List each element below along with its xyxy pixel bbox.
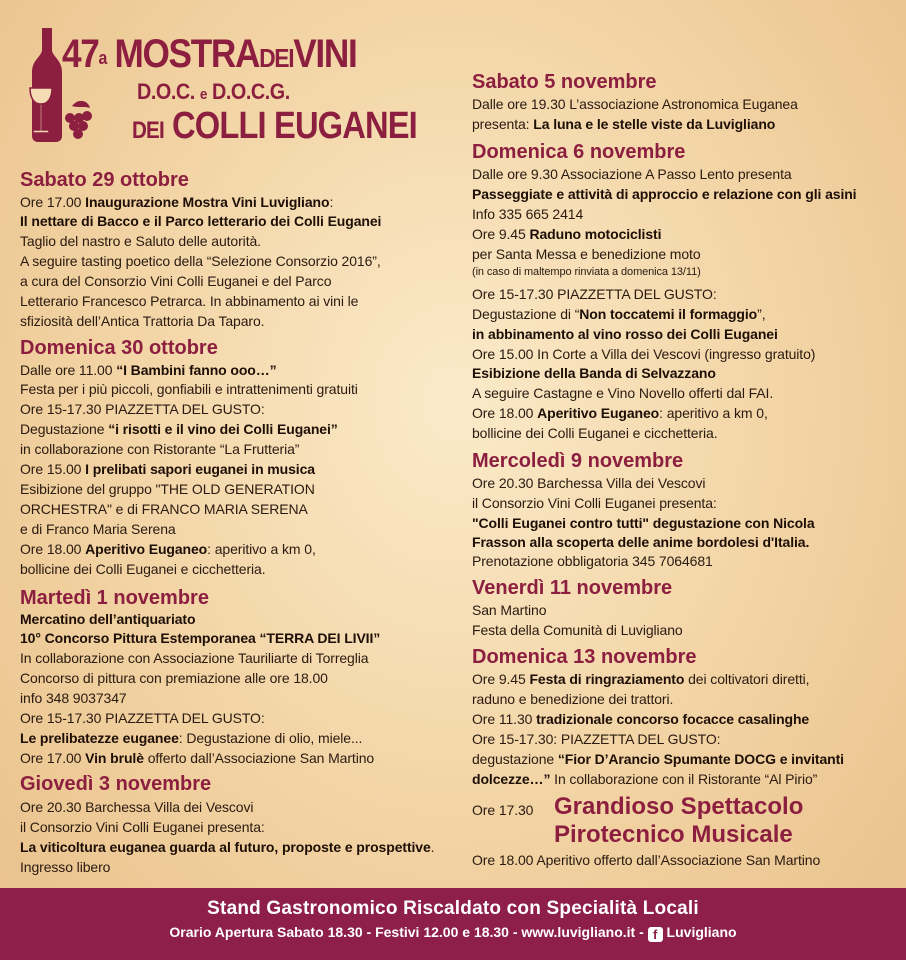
event-line: sfiziosità dell’Antica Trattoria Da Taparo. (20, 313, 265, 329)
event-line: Ore 15.00 In Corte a Villa dei Vescovi (ingresso gratuito) (472, 346, 816, 362)
event-line: "Colli Euganei contro tutti" degustazione con Nicola (472, 515, 815, 531)
footer-line-2 (0, 924, 906, 942)
event-line: A seguire tasting poetico della “Selezione Consorzio 2016”, (20, 253, 381, 269)
event-line: Degustazione di “Non toccatemi il formaggio”, (472, 306, 766, 322)
footer-banner (0, 888, 906, 960)
event-line: A seguire Castagne e Vino Novello offerti dal FAI. (472, 385, 774, 401)
event-line: Ore 15-17.30 PIAZZETTA DEL GUSTO: (20, 710, 265, 726)
event-line: Mercatino dell’antiquariato (20, 611, 196, 627)
event-line: Ore 18.00 Aperitivo offerto dall’Associazione San Martino (472, 852, 821, 868)
event-note: (in caso di maltempo rinviata a domenica 13/11) (472, 266, 701, 278)
event-line: Ore 18.00 Aperitivo Euganeo: aperitivo a km 0, (472, 405, 768, 421)
event-line: Ore 17.00 Vin brulè offerto dall’Associazione San Martino (20, 750, 375, 766)
event-line: Ore 15.00 I prelibati sapori euganei in musica (20, 461, 315, 477)
fireworks-headline-1: Grandioso Spettacolo (554, 793, 804, 820)
fireworks-headline-2: Pirotecnico Musicale (554, 821, 793, 848)
day-heading-martedi-1: Martedì 1 novembre (20, 587, 209, 609)
event-line: Il nettare di Bacco e il Parco letterario dei Colli Euganei (20, 213, 382, 229)
event-line: Concorso di pittura con premiazione alle ore 18.00 (20, 670, 328, 686)
event-line: Ore 11.30 tradizionale concorso focacce casalinghe (472, 711, 810, 727)
event-line: Info 335 665 2414 (472, 206, 584, 222)
footer-line-1: Stand Gastronomico Riscaldato con Specialità Locali (207, 898, 699, 919)
logo-title-line1: 47$^a$ MOSTRADEIVINI (62, 32, 357, 76)
facebook-label[interactable]: Luvigliano (662, 924, 737, 940)
footer-hours-text: Orario Apertura Sabato 18.30 - Festivi 12.00 e 18.30 - www.luvigliano.it - (169, 924, 648, 940)
event-line: Esibizione della Banda di Selvazzano (472, 365, 716, 381)
event-line: Degustazione “i risotti e il vino dei Colli Euganei” (20, 421, 338, 437)
event-line: Ore 20.30 Barchessa Villa dei Vescovi (20, 799, 254, 815)
event-line: Passeggiate e attività di approccio e relazione con gli asini (472, 186, 857, 202)
event-line: Le prelibatezze euganee: Degustazione di olio, miele... (20, 730, 363, 746)
event-line: Festa per i più piccoli, gonfiabili e intrattenimenti gratuiti (20, 381, 358, 397)
event-line: La viticoltura euganea guarda al futuro, proposte e prospettive. (20, 839, 435, 855)
event-line: Frasson alla scoperta delle anime bordolesi d'Italia. (472, 534, 810, 550)
event-line: a cura del Consorzio Vini Colli Euganei e del Parco (20, 273, 332, 289)
event-line: Ore 20.30 Barchessa Villa dei Vescovi (472, 475, 706, 491)
day-heading-giovedi-3: Giovedì 3 novembre (20, 773, 212, 795)
day-heading-venerdi-11: Venerdì 11 novembre (472, 577, 673, 599)
event-line: Ore 9.45 Festa di ringraziamento dei coltivatori diretti, (472, 671, 810, 687)
event-line: e di Franco Maria Serena (20, 521, 176, 537)
day-heading-domenica-13: Domenica 13 novembre (472, 646, 697, 668)
event-line: Ore 9.45 Raduno motociclisti (472, 226, 662, 242)
day-heading-sabato-5: Sabato 5 novembre (472, 71, 657, 93)
logo-title-line3: DEI COLLI EUGANEI (132, 105, 417, 147)
event-line: Festa della Comunità di Luvigliano (472, 622, 683, 638)
event-line: per Santa Messa e benedizione moto (472, 246, 701, 262)
event-line: ORCHESTRA" e di FRANCO MARIA SERENA (20, 501, 308, 517)
event-line: San Martino (472, 602, 547, 618)
event-line: Letterario Francesco Petrarca. In abbinamento ai vini le (20, 293, 359, 309)
facebook-icon[interactable]: f (648, 927, 663, 942)
event-line: Ingresso libero (20, 859, 111, 875)
event-line: Ore 15-17.30 PIAZZETTA DEL GUSTO: (20, 401, 265, 417)
event-line: Dalle ore 11.00 “I Bambini fanno ooo…” (20, 362, 277, 378)
event-line: il Consorzio Vini Colli Euganei presenta: (20, 819, 265, 835)
event-line: bollicine dei Colli Euganei e cicchetteria. (472, 425, 718, 441)
event-line: In collaborazione con Associazione Tauriliarte di Torreglia (20, 650, 369, 666)
event-line: Ore 18.00 Aperitivo Euganeo: aperitivo a km 0, (20, 541, 316, 557)
event-line: il Consorzio Vini Colli Euganei presenta: (472, 495, 717, 511)
event-line: Ore 15-17.30: PIAZZETTA DEL GUSTO: (472, 731, 721, 747)
event-line: Prenotazione obbligatoria 345 7064681 (472, 553, 713, 569)
event-line: in collaborazione con Ristorante “La Frutteria” (20, 441, 300, 457)
event-line: in abbinamento al vino rosso dei Colli Euganei (472, 326, 778, 342)
event-line: Ore 17.00 Inaugurazione Mostra Vini Luvigliano: (20, 194, 334, 210)
event-line: Taglio del nastro e Saluto delle autorità. (20, 233, 261, 249)
event-line: Dalle ore 19.30 L’associazione Astronomica Euganea (472, 96, 798, 112)
event-line: raduno e benedizione dei trattori. (472, 691, 674, 707)
day-heading-mercoledi-9: Mercoledì 9 novembre (472, 450, 684, 472)
day-heading-sabato-29: Sabato 29 ottobre (20, 169, 189, 191)
event-line: info 348 9037347 (20, 690, 127, 706)
event-line: presenta: La luna e le stelle viste da Luvigliano (472, 116, 776, 132)
event-line: Ore 15-17.30 PIAZZETTA DEL GUSTO: (472, 286, 717, 302)
event-line: dolcezze…” In collaborazione con il Ristorante “Al Pirio” (472, 771, 818, 787)
event-line: Esibizione del gruppo "THE OLD GENERATION (20, 481, 315, 497)
day-heading-domenica-30: Domenica 30 ottobre (20, 337, 218, 359)
event-line: Dalle ore 9.30 Associazione A Passo Lento presenta (472, 166, 792, 182)
event-line: 10° Concorso Pittura Estemporanea “TERRA DEI LIVII” (20, 630, 381, 646)
event-line: bollicine dei Colli Euganei e cicchetteria. (20, 561, 266, 577)
logo-title-line2: D.O.C. e D.O.C.G. (137, 79, 290, 104)
day-heading-domenica-6: Domenica 6 novembre (472, 141, 686, 163)
event-line: Ore 17.30 (472, 802, 534, 818)
event-line: degustazione “Fior D’Arancio Spumante DOCG e invitanti (472, 751, 844, 767)
event-logo (14, 26, 434, 176)
